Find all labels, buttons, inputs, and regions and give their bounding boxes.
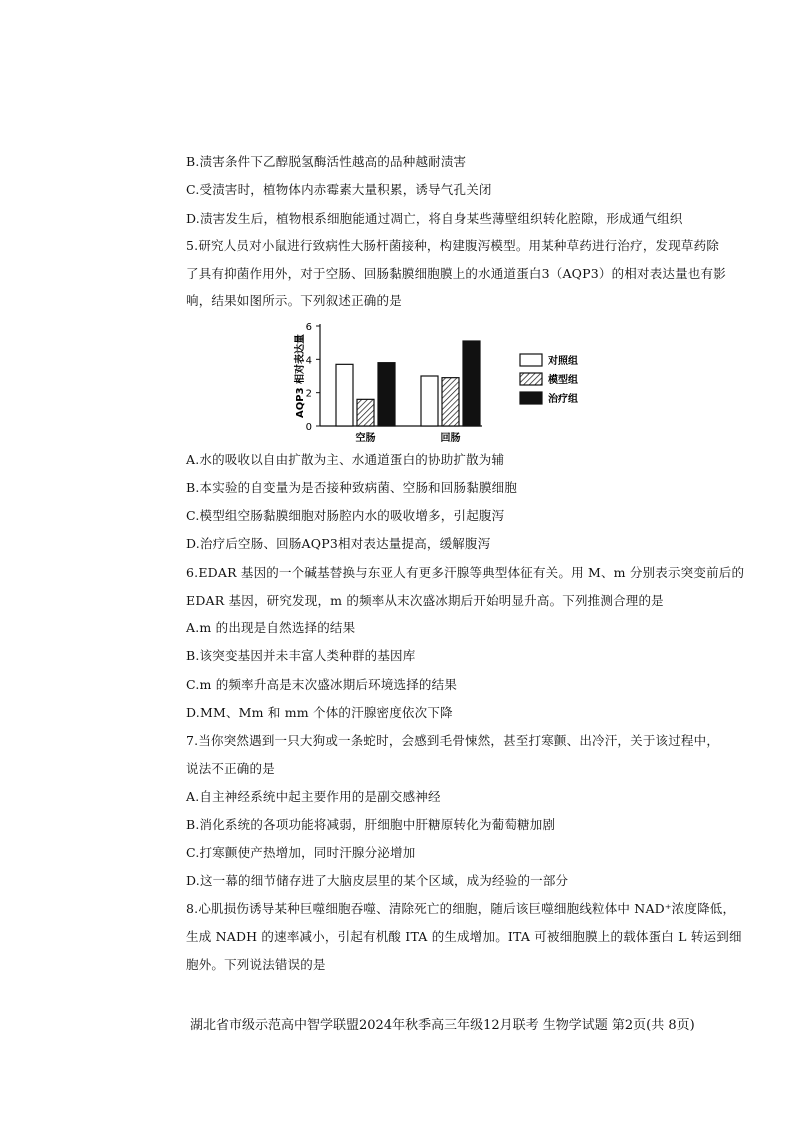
legend-swatch [520, 392, 542, 404]
q8-stem-line3: 胞外。下列说法错误的是 [186, 957, 326, 972]
q4-option-c: C.受渍害时，植物体内赤霉素大量积累，诱导气孔关闭 [186, 182, 492, 197]
aqp3-bar-chart [290, 318, 610, 450]
q5-option-a: A.水的吸收以自由扩散为主、水通道蛋白的协助扩散为辅 [186, 452, 505, 467]
x-category-label: 空肠 [355, 433, 376, 444]
q6-option-c: C.m 的频率升高是末次盛冰期后环境选择的结果 [186, 677, 458, 692]
x-category-label: 回肠 [440, 433, 461, 444]
q5-stem-line1: 5.研究人员对小鼠进行致病性大肠杆菌接种，构建腹泻模型。用某种草药进行治疗，发现草药除 [186, 238, 720, 253]
q5-stem-line3: 响，结果如图所示。下列叙述正确的是 [186, 293, 402, 308]
bar-0-1 [357, 399, 374, 426]
y-tick-label: 6 [305, 322, 312, 333]
q5-option-c: C.模型组空肠黏膜细胞对肠腔内水的吸收增多，引起腹泻 [186, 508, 505, 523]
q6-stem-line2: EDAR 基因，研究发现，m 的频率从末次盛冰期后开始明显升高。下列推测合理的是 [186, 593, 664, 608]
bar-1-2 [463, 341, 480, 426]
bar-0-2 [378, 363, 395, 426]
q5-option-b: B.本实验的自变量为是否接种致病菌、空肠和回肠黏膜细胞 [186, 480, 518, 495]
q7-option-c: C.打寒颤使产热增加，同时汗腺分泌增加 [186, 845, 416, 860]
q7-option-b: B.消化系统的各项功能将减弱，肝细胞中肝糖原转化为葡萄糖加剧 [186, 817, 556, 832]
q6-option-d: D.MM、Mm 和 mm 个体的汗腺密度依次下降 [186, 705, 453, 720]
page-footer: 湖北省市级示范高中智学联盟2024年秋季高三年级12月联考 生物学试题 第2页(共 8页) [190, 1018, 695, 1033]
legend-swatch [520, 354, 542, 366]
q7-stem-line2: 说法不正确的是 [186, 761, 275, 776]
legend-label: 对照组 [548, 356, 578, 367]
q6-option-b: B.该突变基因并未丰富人类种群的基因库 [186, 648, 416, 663]
bar-0-0 [336, 364, 353, 426]
bar-1-1 [442, 378, 459, 426]
y-tick-label: 4 [305, 355, 312, 367]
legend-label: 治疗组 [548, 394, 578, 405]
legend-label: 模型组 [548, 375, 578, 386]
y-axis-label: AQP3 相对表达量 [295, 333, 306, 419]
q7-option-d: D.这一幕的细节储存进了大脑皮层里的某个区域，成为经验的一部分 [186, 873, 569, 888]
q5-option-d: D.治疗后空肠、回肠AQP3相对表达量提高，缓解腹泻 [186, 536, 491, 551]
q4-option-b: B.渍害条件下乙醇脱氢酶活性越高的品种越耐渍害 [186, 154, 467, 169]
q4-option-d: D.渍害发生后，植物根系细胞能通过凋亡，将自身某些薄壁组织转化腔隙，形成通气组织 [186, 211, 683, 226]
q6-option-a: A.m 的出现是自然选择的结果 [186, 620, 356, 635]
q8-stem-line2: 生成 NADH 的速率减小，引起有机酸 ITA 的生成增加。ITA 可被细胞膜上的载体蛋白 L 转运到细 [186, 929, 742, 944]
q7-stem-line1: 7.当你突然遇到一只大狗或一条蛇时，会感到毛骨悚然，甚至打寒颤、出冷汗，关于该过程中， [186, 733, 720, 748]
y-tick-label: 0 [305, 422, 312, 433]
y-tick-label: 2 [305, 388, 312, 400]
q7-option-a: A.自主神经系统中起主要作用的是副交感神经 [186, 789, 441, 804]
q8-stem-line1: 8.心肌损伤诱导某种巨噬细胞吞噬、清除死亡的细胞，随后该巨噬细胞线粒体中 NAD⁺浓度降低， [186, 901, 736, 916]
bar-1-0 [421, 376, 438, 426]
legend-swatch [520, 373, 542, 385]
q5-stem-line2: 了具有抑菌作用外，对于空肠、回肠黏膜细胞膜上的水通道蛋白3（AQP3）的相对表达量也有影 [186, 266, 726, 281]
q6-stem-line1: 6.EDAR 基因的一个碱基替换与东亚人有更多汗腺等典型体征有关。用 M、m 分别表示突变前后的 [186, 565, 745, 580]
